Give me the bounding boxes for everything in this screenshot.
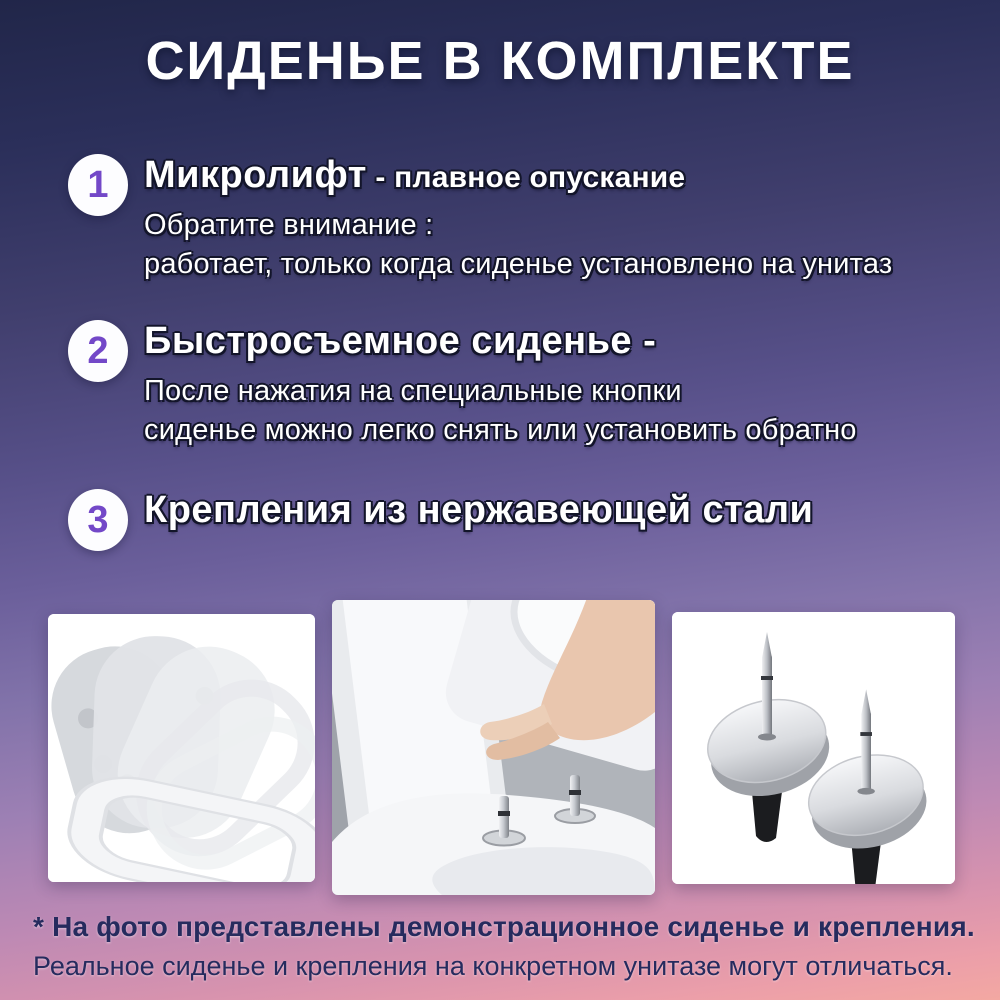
feature-description-line: сиденье можно легко снять или установить обратно	[144, 413, 857, 446]
feature-item-microlift	[68, 152, 892, 283]
feature-text-block	[144, 318, 857, 449]
feature-heading	[144, 154, 892, 197]
feature-number-badge: 1	[68, 154, 128, 216]
feature-description-line: работает, только когда сиденье установлено на унитаз	[144, 247, 893, 280]
feature-heading	[144, 320, 857, 363]
feature-text-block	[144, 152, 892, 283]
soft-close-seat-illustration	[48, 614, 315, 882]
feature-heading-suffix: - плавное опускание	[366, 161, 686, 194]
feature-heading-main: Быстросъемное сиденье -	[144, 320, 657, 362]
feature-number-badge: 3	[68, 489, 128, 551]
seat-installation-illustration	[332, 600, 655, 895]
product-photos-row	[48, 600, 955, 895]
feature-heading	[144, 489, 813, 532]
feature-heading-main: Микролифт	[144, 154, 367, 196]
feature-text-block	[144, 487, 813, 532]
mounting-fixings-illustration	[672, 612, 955, 884]
feature-description-line: После нажатия на специальные кнопки	[144, 375, 682, 407]
feature-item-steel-fixings	[68, 487, 813, 551]
seat-installation-photo	[332, 600, 655, 895]
feature-description-line: Обратите внимание :	[144, 209, 434, 241]
mounting-fixings-photo	[672, 612, 955, 884]
page-title: СИДЕНЬЕ В КОМПЛЕКТЕ	[145, 31, 855, 91]
soft-close-seat-photo	[48, 614, 315, 882]
feature-description	[144, 206, 892, 283]
footnote-line-2: Реальное сиденье и крепления на конкретном унитазе могут отличаться.	[33, 951, 953, 981]
feature-number-badge: 2	[68, 320, 128, 382]
footnote	[33, 911, 995, 982]
feature-item-quick-release	[68, 318, 857, 449]
footnote-line-1: * На фото представлены демонстрационное сиденье и крепления.	[33, 911, 975, 942]
feature-heading-main: Крепления из нержавеющей стали	[144, 489, 814, 531]
feature-description	[144, 372, 857, 449]
